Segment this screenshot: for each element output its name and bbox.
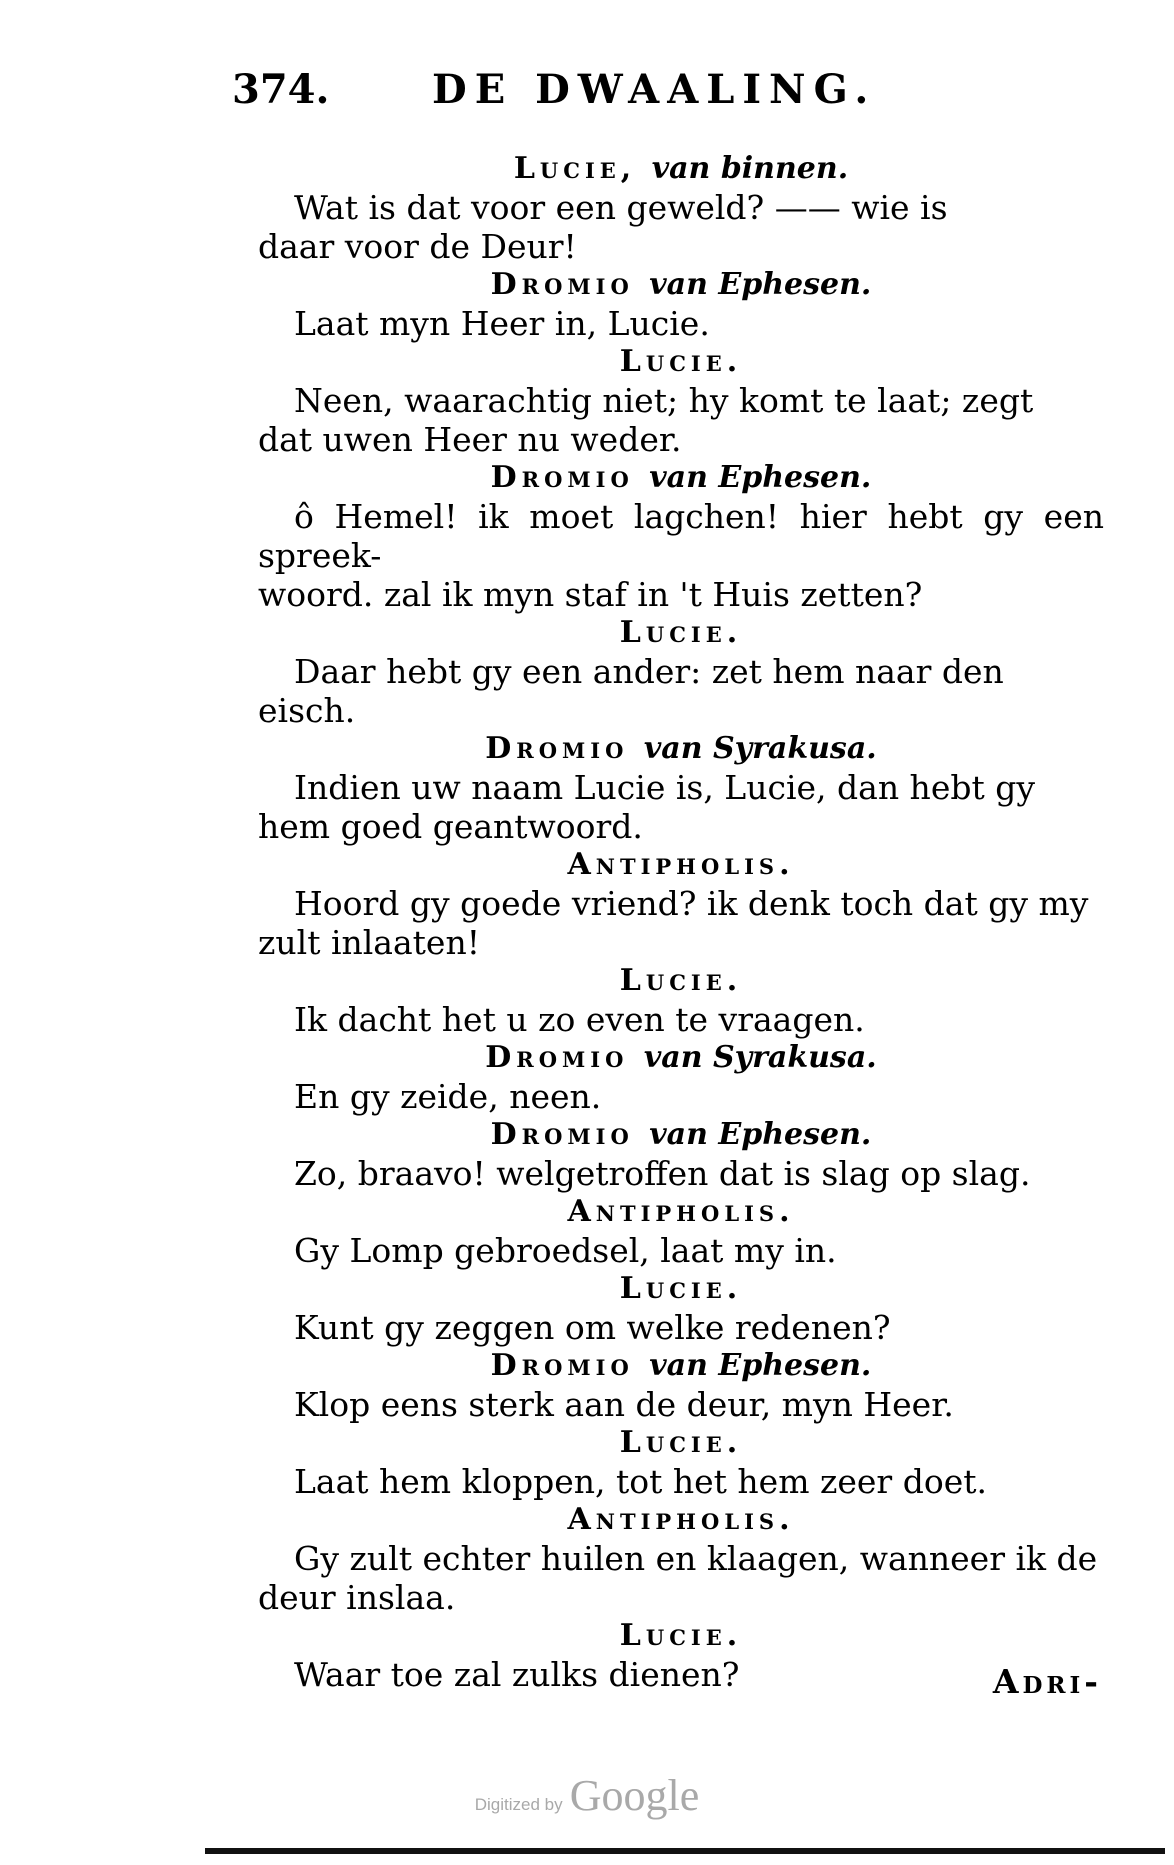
page-header <box>232 66 932 126</box>
speaker-name: Lucie. <box>619 615 743 650</box>
speaker-heading <box>258 1116 1104 1154</box>
dialogue-line: Neen, waarachtig niet; hy komt te laat; zegt <box>294 381 1034 420</box>
dialogue-line: Daar hebt gy een ander: zet hem naar den <box>294 652 1004 691</box>
dialogue-line: Indien uw naam Lucie is, Lucie, dan hebt gy <box>294 768 1035 807</box>
speaker-heading <box>258 1193 1104 1231</box>
speaker-name: Dromio <box>485 731 629 766</box>
dialogue-line: deur inslaa. <box>258 1578 456 1617</box>
speaker-heading <box>258 1270 1104 1308</box>
speaker-name: Dromio <box>490 460 634 495</box>
dialogue-line: ô Hemel! ik moet lagchen! hier hebt gy een spreek- <box>258 497 1104 575</box>
dialogue-line: daar voor de Deur! <box>258 227 577 266</box>
speaker-heading <box>258 459 1104 497</box>
speaker-qualifier: van Syrakusa. <box>643 731 877 766</box>
speaker-qualifier: van Ephesen. <box>649 1117 872 1152</box>
dialogue-line: dat uwen Heer nu weder. <box>258 420 682 459</box>
dialogue-line: Kunt gy zeggen om welke redenen? <box>294 1308 891 1347</box>
dialogue-line: zult inlaaten! <box>258 923 480 962</box>
speaker-name: Lucie. <box>619 344 743 379</box>
watermark-prefix: Digitized by <box>474 1795 563 1814</box>
speaker-name: Dromio <box>490 1348 634 1383</box>
speaker-name: Dromio <box>490 1117 634 1152</box>
dialogue-line: Gy zult echter huilen en klaagen, wanneer ik de <box>294 1539 1098 1578</box>
dialogue-line: eisch. <box>258 691 356 730</box>
play-text <box>258 150 1104 1694</box>
running-title: DE DWAALING. <box>432 66 877 113</box>
speaker-name: Antipholis. <box>567 1502 795 1537</box>
speaker-qualifier: van binnen. <box>651 151 849 186</box>
speaker-qualifier: van Ephesen. <box>649 1348 872 1383</box>
speaker-name: Lucie. <box>619 963 743 998</box>
speaker-heading <box>258 343 1104 381</box>
speaker-qualifier: van Ephesen. <box>649 267 872 302</box>
speaker-name: Lucie. <box>619 1618 743 1653</box>
page-number: 374. <box>232 66 330 113</box>
dialogue-line: En gy zeide, neen. <box>294 1077 602 1116</box>
dialogue-line: Zo, braavo! welgetroffen dat is slag op slag. <box>294 1154 1031 1193</box>
dialogue-line: Ik dacht het u zo even te vraagen. <box>294 1000 865 1039</box>
speaker-name: Antipholis. <box>567 1194 795 1229</box>
speaker-heading <box>258 846 1104 884</box>
dialogue-line: woord. zal ik myn staf in 't Huis zetten? <box>258 575 923 614</box>
speaker-heading <box>258 730 1104 768</box>
speaker-heading <box>258 1039 1104 1077</box>
speaker-heading <box>258 266 1104 304</box>
speaker-heading <box>258 1501 1104 1539</box>
speaker-name: Dromio <box>490 267 634 302</box>
dialogue-line: Hoord gy goede vriend? ik denk toch dat gy my <box>294 884 1089 923</box>
bottom-scan-edge <box>205 1848 1165 1854</box>
dialogue-line: Klop eens sterk aan de deur, myn Heer. <box>294 1385 954 1424</box>
speaker-heading <box>258 614 1104 652</box>
speaker-qualifier: van Syrakusa. <box>643 1040 877 1075</box>
speaker-name: Lucie, <box>513 151 637 186</box>
speaker-name: Lucie. <box>619 1271 743 1306</box>
digitized-watermark <box>0 1770 1174 1821</box>
dialogue-line: hem goed geantwoord. <box>258 807 643 846</box>
speaker-heading <box>258 962 1104 1000</box>
speaker-heading <box>258 1347 1104 1385</box>
speaker-heading <box>258 1617 1104 1655</box>
speaker-name: Lucie. <box>619 1425 743 1460</box>
speaker-heading <box>258 1424 1104 1462</box>
speaker-name: Dromio <box>485 1040 629 1075</box>
speaker-name: Antipholis. <box>567 847 795 882</box>
dialogue-line: Laat hem kloppen, tot het hem zeer doet. <box>294 1462 987 1501</box>
speaker-heading <box>258 150 1104 188</box>
dialogue-line: Wat is dat voor een geweld? —— wie is <box>294 188 948 227</box>
catchword: Adri- <box>992 1662 1102 1701</box>
google-logo: Google <box>569 1771 700 1820</box>
speaker-qualifier: van Ephesen. <box>649 460 872 495</box>
dialogue-line: Gy Lomp gebroedsel, laat my in. <box>294 1231 837 1270</box>
dialogue-line: Laat myn Heer in, Lucie. <box>294 304 710 343</box>
dialogue-line: Waar toe zal zulks dienen? <box>294 1655 740 1694</box>
